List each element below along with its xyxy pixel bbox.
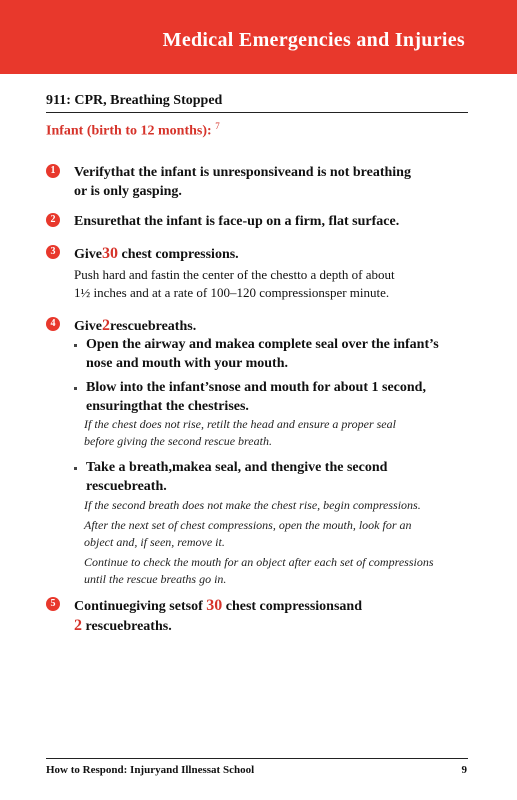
bullet-icon: [74, 344, 77, 347]
bullet-text: [86, 458, 466, 496]
step-text: [74, 244, 474, 264]
bullet-icon: [74, 387, 77, 390]
step-number-badge: 1: [46, 164, 60, 178]
section-title: 911: CPR, Breathing Stopped: [46, 93, 223, 108]
footer-divider: [46, 758, 468, 759]
note-line: If the chest does not rise, retilt the head and ensure a proper seal: [84, 417, 396, 431]
step-text-post: chest compressions.: [118, 247, 239, 262]
breath-count: 2: [102, 317, 110, 334]
bullet-icon: [74, 467, 77, 470]
step-body: [74, 266, 454, 302]
bullet-line: ensuringthat the chestrises.: [86, 399, 249, 414]
note-line: until the rescue breaths go in.: [84, 572, 227, 586]
step-line: Verifythat the infant is unresponsiveand is not breathing: [74, 165, 411, 180]
footnote-marker: 7: [215, 121, 220, 131]
footer-title: How to Respond: Injuryand Illnessat School: [46, 764, 255, 776]
note-line: After the next set of chest compressions, open the mouth, look for an: [84, 518, 412, 532]
compression-count: 30: [102, 245, 118, 262]
step-text-pre: Continuegiving setsof: [74, 599, 207, 614]
bullet-line: nose and mouth with your mouth.: [86, 356, 289, 371]
page-number: 9: [461, 764, 467, 776]
note-line: Continue to check the mouth for an object after each set of compressions: [84, 555, 434, 569]
bullet-line: Take a breath,makea seal, and thengive the second: [86, 460, 388, 475]
note-line: before giving the second rescue breath.: [84, 434, 272, 448]
subsection-label: Infant (birth to 12 months):: [46, 123, 212, 139]
body-line: 1½ inches and at a rate of 100–120 compressionsper minute.: [74, 285, 390, 300]
note-line: If the second breath does not make the chest rise, begin compressions.: [84, 498, 421, 512]
step-line: [74, 596, 474, 616]
step-text-pre: Give: [74, 319, 102, 334]
bullet-line: Open the airway and makea complete seal over the infant’s: [86, 337, 439, 352]
step-number-badge: 5: [46, 597, 60, 611]
step-text: [74, 316, 474, 336]
compression-count: 30: [206, 597, 223, 614]
breath-count: 2: [74, 617, 82, 634]
note-line: object and, if seen, remove it.: [84, 535, 225, 549]
step-number-badge: 4: [46, 317, 60, 331]
step-number-badge: 2: [46, 213, 60, 227]
bullet-line: rescuebreath.: [86, 479, 167, 494]
italic-note: [84, 416, 469, 450]
step-number-badge: 3: [46, 245, 60, 259]
step-line: or is only gasping.: [74, 184, 182, 199]
subsection-heading: [46, 121, 220, 140]
step-text: [74, 163, 474, 201]
step-text: [74, 596, 474, 636]
page-title: Medical Emergencies and Injuries: [162, 29, 465, 51]
header-band: [0, 0, 517, 74]
step-text-post: rescuebreaths.: [110, 319, 197, 334]
italic-note: [84, 497, 469, 588]
step-text: Ensurethat the infant is face-up on a firm, flat surface.: [74, 214, 400, 229]
step-line: [74, 616, 474, 636]
body-line: Push hard and fastin the center of the chestto a depth of about: [74, 267, 395, 282]
step-text-post: rescuebreaths.: [82, 619, 172, 634]
section-divider: [46, 112, 468, 113]
step-text-post: chest compressionsand: [222, 599, 362, 614]
bullet-text: [86, 335, 466, 373]
bullet-text: [86, 378, 466, 416]
bullet-line: Blow into the infant’snose and mouth for about 1 second,: [86, 380, 426, 395]
step-text-pre: Give: [74, 247, 102, 262]
